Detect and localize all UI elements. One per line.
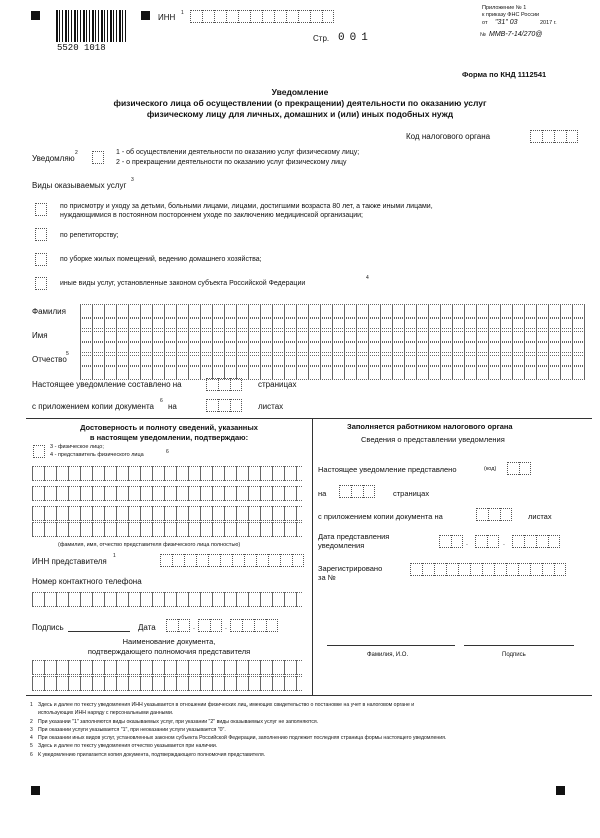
service-cell-4[interactable] bbox=[35, 277, 47, 290]
pages-count-cells[interactable] bbox=[206, 378, 242, 391]
appendix-line2: к приказу ФНС России bbox=[482, 12, 540, 18]
footnote-1: 1 Здесь и далее по тексту уведомления ИНН указывается в отношении физических лиц, имеющих свидетельство о постановке на учет в налоговом органе и bbox=[30, 702, 415, 708]
tax-office-code-label: Код налогового органа bbox=[406, 132, 491, 141]
inn-rep-cells[interactable] bbox=[160, 554, 304, 567]
surname-label: Фамилия bbox=[32, 307, 66, 316]
date-dot-2: . bbox=[225, 624, 227, 631]
doc-name-line2: подтверждающего полномочия представителя bbox=[87, 647, 251, 656]
right-date-year-cells[interactable] bbox=[512, 535, 560, 548]
service-item-2: по репетиторству; bbox=[60, 232, 119, 239]
doc-name-row-1[interactable] bbox=[32, 660, 302, 675]
right-with-copy-label: с приложением копии документа на bbox=[318, 512, 443, 521]
barcode-number: 5520 1018 bbox=[57, 43, 106, 53]
submitted-code-cells[interactable] bbox=[507, 462, 531, 475]
signature-label: Подпись bbox=[32, 623, 64, 632]
sheets-count-cells[interactable] bbox=[206, 399, 242, 412]
footnote-6: 6 К уведомлению прилагается копия документа, подтверждающего полномочия представителя. bbox=[30, 751, 266, 758]
barcode bbox=[56, 10, 126, 42]
notify-note: 2 bbox=[75, 150, 78, 156]
right-fio-line[interactable] bbox=[327, 645, 455, 646]
doc-name-heading bbox=[26, 637, 312, 657]
appendix-line1: Приложение № 1 bbox=[482, 5, 527, 11]
corner-marker-bottom-right bbox=[556, 786, 565, 795]
form-code: Форма по КНД 1112541 bbox=[462, 70, 547, 79]
service-cell-2[interactable] bbox=[35, 228, 47, 241]
right-signature-caption: Подпись bbox=[502, 652, 526, 658]
footnote-4: 4 При оказании иных видов услуг, установленных законом субъекта Российской Федерации, заполнению подлежит последняя страница формы настоящего уведомления. bbox=[30, 735, 447, 742]
submitted-code-word: (код) bbox=[484, 466, 497, 472]
pages-word: страницах bbox=[258, 380, 297, 389]
service-item-1-line2: нуждающимися в постоянном постороннем уходе по заключению медицинской организации; bbox=[60, 212, 363, 219]
footnotes bbox=[30, 701, 590, 759]
rep-fio-row-4[interactable] bbox=[32, 522, 302, 537]
service-item-3: по уборке жилых помещений, ведению домашнего хозяйства; bbox=[60, 256, 262, 263]
phone-cells[interactable] bbox=[32, 592, 302, 607]
registered-label-1: Зарегистрировано bbox=[318, 564, 383, 573]
signer-opt4: 4 - представитель физического лица bbox=[50, 452, 144, 458]
title-line2: физического лица об осуществлении (о прекращении) деятельности по оказанию услуг bbox=[113, 98, 487, 108]
patronymic-label: Отчество bbox=[32, 355, 67, 364]
signer-opt4-note: 6 bbox=[166, 449, 169, 455]
title-line1: Уведомление bbox=[271, 87, 329, 97]
service-cell-3[interactable] bbox=[35, 253, 47, 266]
sheets-word: листах bbox=[258, 402, 284, 411]
inn-rep-note: 1 bbox=[113, 553, 116, 559]
services-label: Виды оказываемых услуг bbox=[32, 181, 127, 190]
notify-cell[interactable] bbox=[92, 151, 104, 164]
submitted-label: Настоящее уведомление представлено bbox=[318, 465, 457, 474]
left-title-line2: в настоящем уведомлении, подтверждаю: bbox=[89, 433, 249, 442]
inn-cells[interactable] bbox=[190, 10, 334, 23]
tax-office-code-cells[interactable] bbox=[530, 130, 578, 143]
with-copy-label: с приложением копии документа bbox=[32, 402, 154, 411]
notify-option2: 2 - о прекращении деятельности по оказанию услуг физическому лицу bbox=[116, 159, 347, 166]
right-fio-caption: Фамилия, И.О. bbox=[367, 652, 409, 658]
registered-label-2: за № bbox=[318, 573, 336, 582]
services-note: 3 bbox=[131, 177, 134, 183]
page-label: Стр. bbox=[313, 34, 330, 43]
page-number: 001 bbox=[338, 32, 373, 44]
right-block-subtitle: Сведения о представлении уведомления bbox=[361, 435, 505, 444]
composed-on-label: Настоящее уведомление составлено на bbox=[32, 380, 182, 389]
appendix-number-prefix: № bbox=[480, 32, 486, 38]
patronymic-cells-2[interactable] bbox=[80, 365, 585, 380]
service-item-4: иные виды услуг, установленные законом субъекта Российской Федерации bbox=[60, 280, 306, 287]
footnote-1b: использующих ИНН наряду с персональными данными. bbox=[38, 710, 174, 717]
date-month-cells[interactable] bbox=[198, 619, 222, 632]
left-title-line1: Достоверность и полноту сведений, указанных bbox=[80, 423, 258, 432]
doc-name-line1: Наименование документа, bbox=[122, 637, 216, 646]
corner-marker-bottom-left bbox=[31, 786, 40, 795]
appendix-year: 2017 г. bbox=[540, 20, 557, 26]
right-sheets-word: листах bbox=[528, 512, 552, 521]
inn-note: 1 bbox=[181, 10, 184, 16]
patronymic-note: 5 bbox=[66, 351, 69, 357]
right-sheets-cells[interactable] bbox=[476, 508, 512, 521]
corner-marker-top-mid bbox=[141, 11, 150, 20]
date-dot-1: . bbox=[193, 624, 195, 631]
footnote-5: 5 Здесь и далее по тексту уведомления отчество указывается при наличии. bbox=[30, 743, 218, 750]
footnote-2: 2 При указании "1" заполняются виды оказываемых услуг, при указании "2" виды оказываемых услуг не заполняются. bbox=[30, 718, 319, 725]
rep-fio-caption: (фамилия, имя, отчество представителя физического лица полностью) bbox=[58, 542, 241, 548]
service-item-1-line1: по присмотру и уходу за детьми, больными лицами, лицами, достигшими возраста 80 лет, а также иными лицами, bbox=[60, 203, 433, 210]
section-divider bbox=[26, 418, 592, 419]
appendix-date-prefix: от bbox=[482, 20, 488, 26]
registered-number-cells[interactable] bbox=[410, 563, 566, 576]
right-signature-line[interactable] bbox=[464, 645, 574, 646]
signature-line[interactable] bbox=[68, 631, 130, 632]
right-pages-cells[interactable] bbox=[339, 485, 375, 498]
inn-label: ИНН bbox=[158, 13, 176, 22]
right-pages-word: страницах bbox=[393, 489, 430, 498]
column-divider bbox=[312, 418, 313, 695]
title-line3: физическому лицу для личных, домашних и (или) иных подобных нужд bbox=[146, 109, 454, 119]
appendix-date-value: "31" 03 bbox=[495, 19, 518, 26]
date-day-cells[interactable] bbox=[166, 619, 190, 632]
signer-opt3: 3 - физическое лицо; bbox=[50, 444, 104, 450]
service-cell-1[interactable] bbox=[35, 203, 47, 216]
phone-label: Номер контактного телефона bbox=[32, 577, 142, 586]
with-copy-note: 6 bbox=[160, 398, 163, 404]
footnote-3: 3 При оказании услуги указывается "1", при неоказании услуги указывается "0". bbox=[30, 726, 226, 733]
notify-label: Уведомляю bbox=[32, 154, 75, 163]
rep-fio-row-3[interactable] bbox=[32, 506, 302, 521]
doc-name-row-2[interactable] bbox=[32, 676, 302, 691]
right-date-month-cells[interactable] bbox=[475, 535, 499, 548]
right-block-title: Заполняется работником налогового органа bbox=[347, 422, 513, 431]
date-submitted-label-1: Дата представления bbox=[318, 532, 390, 541]
right-date-dot-1: . bbox=[466, 540, 468, 547]
corner-marker-top-left bbox=[31, 11, 40, 20]
name-label: Имя bbox=[32, 331, 48, 340]
right-date-dot-2: . bbox=[503, 540, 505, 547]
date-label: Дата bbox=[138, 623, 156, 632]
signer-type-cell[interactable] bbox=[33, 445, 45, 458]
rep-fio-row-1[interactable] bbox=[32, 466, 302, 481]
appendix-number-value: ММВ-7-14/270@ bbox=[489, 31, 543, 38]
left-block-title bbox=[26, 423, 312, 443]
date-year-cells[interactable] bbox=[230, 619, 278, 632]
on-word: на bbox=[168, 402, 177, 411]
service-item-4-note: 4 bbox=[366, 275, 369, 281]
inn-rep-label: ИНН представителя bbox=[32, 557, 107, 566]
document-title bbox=[0, 87, 600, 120]
footnotes-divider bbox=[26, 695, 592, 696]
right-date-day-cells[interactable] bbox=[439, 535, 463, 548]
rep-fio-row-2[interactable] bbox=[32, 486, 302, 501]
notify-option1: 1 - об осуществлении деятельности по оказанию услуг физическому лицу; bbox=[116, 149, 360, 156]
date-submitted-label-2: уведомления bbox=[318, 541, 365, 550]
right-on-word: на bbox=[318, 489, 327, 498]
